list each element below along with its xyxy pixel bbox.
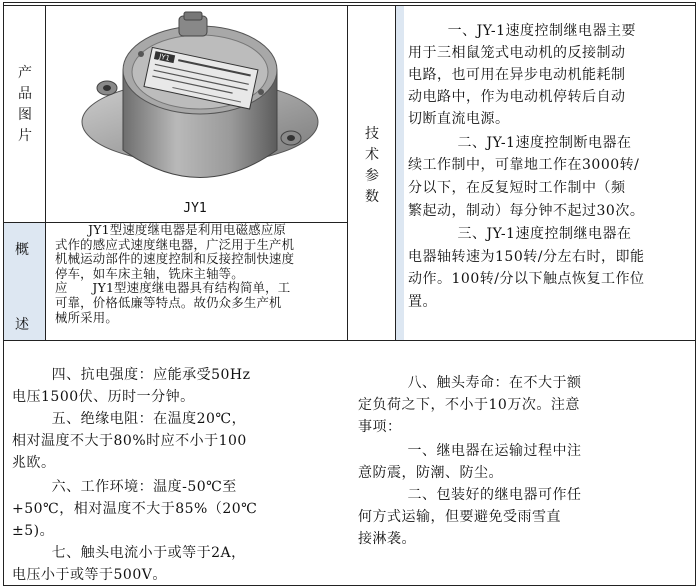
label-char: 数 (365, 189, 379, 205)
spec-line: 定负荷之下，不小于10万次。注意 (358, 397, 580, 413)
tech-params-label (362, 127, 382, 211)
tech-line: 动作。100转/分以下触点恢复工作位 (408, 271, 645, 287)
spec-line: 事项： (358, 419, 402, 435)
spec-line: 一、继电器在运输过程中注 (358, 443, 582, 459)
spec-line: 六、工作环境：温度-50℃至 (12, 479, 237, 495)
spec-line: 何方式运输，但要避免受雨雪直 (358, 509, 561, 525)
label-char: 术 (365, 147, 379, 163)
overview-line: JY1型速度继电器是利用电磁感应原 (55, 222, 287, 237)
tech-line: 电器轴转速为150转/分左右时，即能 (408, 249, 645, 265)
spec-line: 四、抗电强度：应能承受50Hz (12, 367, 251, 383)
overview-line: 机械运动部件的速度控制和反接控制快速度 (55, 251, 295, 267)
tech-line: 置。 (408, 294, 437, 310)
divider-h-middle (3, 340, 696, 341)
spec-line: 电压1500伏、历时一分钟。 (12, 389, 195, 405)
label-char: 片 (18, 128, 32, 144)
divider-v-label-left (45, 5, 46, 340)
spec-line: 意防震，防潮、防尘。 (358, 465, 503, 481)
overview-line: 械所采用。 (55, 309, 118, 325)
product-caption: JY1 (183, 201, 207, 216)
nameplate-model: JY1 (158, 52, 171, 63)
spec-line: 接淋袭。 (358, 531, 416, 547)
overview-label-2: 述 (15, 317, 29, 333)
overview-line: 停车，如车床主轴，铣床主轴等。 (55, 265, 244, 281)
tech-line: 切断直流电源。 (408, 111, 510, 127)
spec-line: ±5)。 (12, 523, 55, 539)
label-char: 图 (18, 107, 32, 123)
divider-v-center (347, 5, 348, 340)
spec-line: 五、绝缘电阻：在温度20℃， (12, 411, 247, 427)
label-char: 品 (18, 86, 32, 102)
tech-line: 电路，也可用在异步电动机能耗制 (408, 67, 626, 83)
spec-line: 二、包装好的继电器可作任 (358, 487, 582, 503)
divider-h-top (3, 5, 696, 6)
tech-line: 动电路中，作为电动机停转后自动 (408, 89, 626, 105)
overview-line: 应 JY1型速度继电器具有结构简单，工 (55, 280, 291, 296)
spec-line: 兆欧。 (12, 455, 56, 471)
overview-line: 可靠，价格低廉等特点。故仍众多生产机 (55, 295, 282, 310)
spec-line: 七、触头电流小于或等于2A， (12, 545, 246, 561)
tech-line: 分以下，在反复短时工作制中（频 (408, 180, 626, 196)
overview-label-1: 概 (15, 242, 29, 258)
speed-relay-photo (55, 10, 335, 200)
tech-line: 繁起动，制动）每分钟不起过30次。 (408, 203, 645, 219)
label-char: 参 (365, 168, 379, 184)
spec-line: 相对温度不大于80%时应不小于100 (12, 433, 247, 449)
label-char: 产 (18, 65, 32, 81)
tech-line: 三、JY-1速度控制继电器在 (408, 226, 632, 242)
tech-line: 续工作制中，可靠地工作在3000转/ (408, 157, 640, 173)
label-char: 技 (365, 126, 379, 142)
spec-line: 八、触头寿命：在不大于额 (358, 375, 582, 391)
overview-line: 式作的感应式速度继电器，广泛用于生产机 (55, 236, 295, 252)
tech-line: 一、JY-1速度控制继电器主要 (408, 23, 637, 39)
product-image-label (15, 66, 35, 150)
tech-label-bg (396, 6, 404, 340)
spec-line: +50℃，相对温度不大于85%（20℃ (12, 501, 258, 517)
spec-line: 电压小于或等于500V。 (12, 567, 167, 583)
tech-line: 用于三相鼠笼式电动机的反接制动 (408, 45, 626, 61)
tech-line: 二、JY-1速度控制断电器在 (408, 135, 632, 151)
